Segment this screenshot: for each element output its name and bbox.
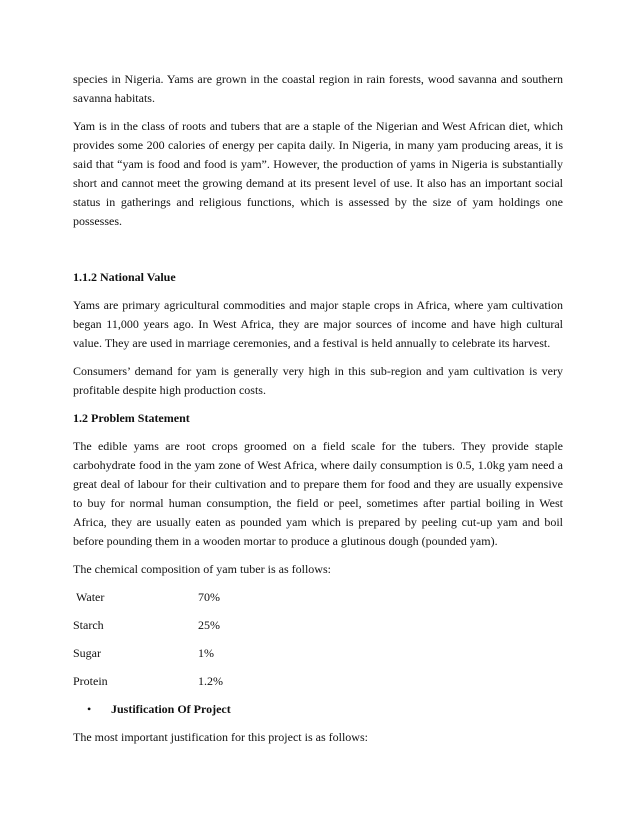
paragraph-national-value: Yams are primary agricultural commodities and major staple crops in Africa, where yam cultivation began 11,000 years ago. In West Africa, they are major sources of income and have high cultural value. They are used in marriage ceremonies, and a festival is held annually to celebrate its harvest. <box>73 298 563 350</box>
heading-national-value: 1.1.2 National Value <box>73 270 176 284</box>
composition-row-protein <box>73 672 563 691</box>
document-body <box>73 70 563 756</box>
bullet-icon: • <box>87 702 92 716</box>
composition-value: 1% <box>198 646 214 660</box>
heading-justification: Justification Of Project <box>111 702 231 716</box>
paragraph-composition-intro: The chemical composition of yam tuber is as follows: <box>73 562 331 576</box>
paragraph-problem-statement: The edible yams are root crops groomed on a field scale for the tubers. They provide staple carbohydrate food in the yam zone of West Africa, where daily consumption is 0.5, 1.0kg yam need a great deal of labour for their cultivation and to prepare them for food and they are usually expensive to buy for normal human consumption, the field or peel, sometimes after partial boiling in West Africa, they are usually eaten as pounded yam which is prepared by peeling cut-up yam and boil before pounding them in a wooden mortar to produce a glutinous dough (pounded yam). <box>73 439 563 548</box>
composition-row-starch <box>73 616 563 635</box>
paragraph-consumer-demand: Consumers’ demand for yam is generally very high in this sub-region and yam cultivation is very profitable despite high production costs. <box>73 364 563 397</box>
composition-name: Water <box>76 590 105 604</box>
paragraph-habitats: species in Nigeria. Yams are grown in the coastal region in rain forests, wood savanna and southern savanna habitats. <box>73 72 563 105</box>
paragraph-staple-diet: Yam is in the class of roots and tubers that are a staple of the Nigerian and West African diet, which provides some 200 calories of energy per capita daily. In Nigeria, in many yam producing areas, it is said that “yam is food and food is yam”. However, the production of yams in Nigeria is substantially short and cannot meet the growing demand at its present level of use. It also has an important social status in gatherings and religious functions, which is assessed by the size of yam holdings one possesses. <box>73 119 563 228</box>
composition-name: Sugar <box>73 646 101 660</box>
composition-name: Starch <box>73 618 104 632</box>
composition-value: 1.2% <box>198 674 223 688</box>
composition-row-sugar <box>73 644 563 663</box>
paragraph-justification: The most important justification for this project is as follows: <box>73 730 368 744</box>
section-spacer <box>73 240 563 268</box>
composition-name: Protein <box>73 674 108 688</box>
justification-bullet-item <box>73 700 563 719</box>
composition-value: 25% <box>198 618 220 632</box>
composition-value: 70% <box>198 590 220 604</box>
composition-row-water <box>73 588 563 607</box>
heading-problem-statement: 1.2 Problem Statement <box>73 411 190 425</box>
